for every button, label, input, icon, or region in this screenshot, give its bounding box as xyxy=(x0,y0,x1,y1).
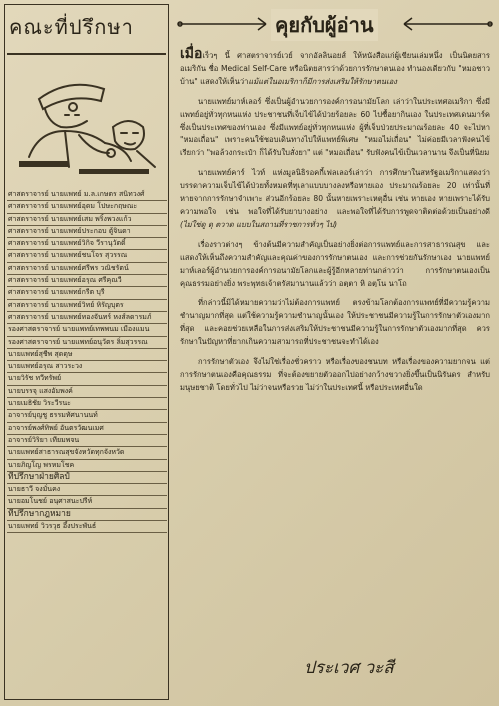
advisor-row: นายวิรัช ทวีทรัพย์ xyxy=(7,373,167,385)
advisor-row: นายธาวี จงมั่นคง xyxy=(7,484,167,496)
advisor-row: ศาสตราจารย์ นายแพทย์วิทย์ หิรัญบุตร xyxy=(7,300,167,312)
advisor-row: นายเมธิชัย วิระวีรนะ xyxy=(7,398,167,410)
advisor-row: นายแพทย์สุชีพ สุดดุษ xyxy=(7,349,167,361)
paragraph-1 xyxy=(180,48,490,89)
advisor-row: ศาสตราจารย์ นายแพทย์อรุณ ศรีคุณวี xyxy=(7,275,167,287)
advisor-row: นายภิญโญ พรหมโชค xyxy=(7,460,167,472)
advisor-row: อาจารย์พงศ์ทิพย์ อันตรวัฒนเมศ xyxy=(7,423,167,435)
advisor-row: ศาสตราจารย์ นายแพทย์ชนโจร สุวรรณ xyxy=(7,250,167,262)
advisor-row: ศาสตราจารย์ นายแพทย์ศรีพร วณิชรัตน์ xyxy=(7,263,167,275)
advisor-row: อาจารย์วิริยา เทียมพจน xyxy=(7,435,167,447)
title-divider xyxy=(7,53,166,55)
advisor-row: ศาสตราจารย์ นายแพทย์วิกิจ วีรานุวัตติ์ xyxy=(7,238,167,250)
advisor-row: รองศาสตราจารย์ นายแพทย์อนุวัตร ลิ่มสุวรรณ xyxy=(7,337,167,349)
paragraph-6: การรักษาตัวเอง จึงไม่ใช่เรื่องชั่วคราว หรือเรื่องของชนบท หรือเรื่องของความยากจน แต่การรักษาตนเองคือคุณธรรม ที่จะต้องขยายตัวออกไปอย่างกว้างขวางยิ่งขึ้นเป็นนิรันดร สำหรับมนุษยชาติ โดยทั่วไป ไม่ว่าจนหรือรวย ไม่ว่าในประเทศนี้ หรือประเทศอื่นใด xyxy=(180,357,490,392)
paragraph-1-text: เร็วๆ นี้ ศาสตราจารย์เวย์ จากอัลลินอยส์ ให้หนังสือแก่ผู้เขียนเล่มหนึ่ง เป็นนิตยสารอเมริกัน ชื่อ Medical Self-Care หรือนิตยสารว่าด้วยการรักษาตนเอง ทำนองเดียวกับ "หมอชาวบ้าน" แสดงให้เห็นว่า xyxy=(180,51,490,86)
paragraph-4: เรื่องราวต่างๆ ข้างต้นมีความสำคัญเป็นอย่างยิ่งต่อการแพทย์และการสาธารณสุข และแสดงให้เห็นถึงความสำคัญและคุณค่าของการรักษาตนเอง และการช่วยกันรักษาเอง นายแพทย์มาห์เลอร์ผู้อำนวยการองค์การอนามัยโลกและผู้รู้อีกหลายท่านกล่าวว่า การรักษาตนเองเป็นคุณธรรมอย่างยิ่ง พระพุทธเจ้าตรัสมานานแล้วว่า อตฺตา หิ อตฺโน นาโถ xyxy=(180,239,490,288)
doctor-illustration xyxy=(9,57,164,183)
advisor-row: นายแพทย์ วิวรวุธ อึ้งประพันธ์ xyxy=(7,521,167,533)
paragraph-3-text: นายแพทย์คาร์ ไวท์ แห่งมูลนิธิรอคกี้เฟลเลอร์เล่าว่า การศึกษาในสหรัฐอเมริกาแสดงว่าบรรดาความเจ็บไข้ได้ป่วยทั้งหมดที่ทุเลาแบบบางลงหรือหายเอง ประมาณร้อยละ 20 เท่านั้นที่หายจากการรักษาจำเพาะ ส่วนอีกร้อยละ 80 นั้นหายเพราะเหตุอื่น เช่น หายเอง หายเพราะได้รับความพอใจ เช่น พอใจที่ได้รับยาบางอย่าง และพอใจที่ได้รับการพูดจาติดต่อด้วยเป็นอย่างดี xyxy=(180,168,490,216)
drop-word: เมื่อ xyxy=(180,46,203,62)
legal-advisor-heading: ที่ปรึกษากฎหมาย xyxy=(7,509,167,521)
article-body xyxy=(180,48,490,402)
advisory-board-title: คณะที่ปรึกษา xyxy=(9,15,134,39)
column-title: คุยกับผู้อ่าน xyxy=(271,9,378,41)
art-advisor-heading: ที่ปรึกษาฝ่ายศิลป์ xyxy=(7,472,167,484)
advisor-row: ศาสตราจารย์ นายแพทย์ ม.ล.เกษตร สนิทวงศ์ xyxy=(7,189,167,201)
paragraph-5: ที่กล่าวนี้มิได้หมายความว่าไม่ต้องการแพทย์ ตรงข้ามโลกต้องการแพทย์ที่มีความรู้ความชำนาญมากที่สุด แต่ใช้ความรู้ความชำนาญนั้นเอง ให้ประชาชนมีความรู้ในการรักษาตัวเองมากที่สุด และคอยช่วยเหลือในการส่งเสริมให้ประชาชนมีความรู้ในการรักษาตัวเองมากที่สุด ควรรักษาในปัญหาที่ยากเกินความสามารถที่ประชาชนจะทำได้เอง xyxy=(180,298,490,347)
advisor-row: ศาสตราจารย์ นายแพทย์ประกอบ ตู้จินดา xyxy=(7,226,167,238)
advisor-row: ศาสตราจารย์ นายแพทย์เสม พริ้งพวงแก้ว xyxy=(7,214,167,226)
paragraph-1-italic: แม้แต่ในอเมริกาก็มีการส่งเสริมให้รักษาตนเอง xyxy=(248,76,397,86)
advisor-row: อาจารย์บุญชู ธรรมทัศนานนท์ xyxy=(7,410,167,422)
editorial-column xyxy=(176,4,494,702)
advisor-row: นายอมโนชย์ อนุศาสนะปรีห์ xyxy=(7,496,167,508)
paragraph-3 xyxy=(180,167,490,232)
paragraph-3-italic: (ไม่ใช่ดู ดุ ตวาด แบบในสถานที่ราชการทั่วๆ ไป) xyxy=(180,219,338,229)
advisor-row: นายแพทย์สาธารณสุขจังหวัดทุกจังหวัด xyxy=(7,447,167,459)
author-signature: ประเวศ วะสี xyxy=(304,658,394,678)
advisory-board-sidebar xyxy=(4,4,169,700)
advisor-row: ศาสตราจารย์ นายแพทย์อุดม โปษะกฤษณะ xyxy=(7,201,167,213)
advisor-row: รองศาสตราจารย์ นายแพทย์เทพพนม เมืองแมน xyxy=(7,324,167,336)
advisor-row: นายแพทย์อรุณ สาวระวง xyxy=(7,361,167,373)
advisor-row: นายบรรจุ แสงอัมพงค์ xyxy=(7,386,167,398)
advisor-list xyxy=(7,189,167,533)
advisor-row: ศาสตราจารย์ นายแพทย์กรีต บุรี xyxy=(7,287,167,299)
advisor-row: ศาสตราจารย์ นายแพทย์ทองจันทร์ หงส์ลดารมภ์ xyxy=(7,312,167,324)
paragraph-2: นายแพทย์มาห์เลอร์ ซึ่งเป็นผู้อำนวยการองค์การอนามัยโลก เล่าว่าในประเทศอเมริกา ซึ่งมีแพทย์อยู่ทั่วทุกหนแห่ง ประชาชนที่เจ็บไข้ได้ป่วยร้อยละ 60 ไปซื้อยากินเอง ในประเทศเดนมาร์คซึ่งเป็นประเทศของท่านเอง ซึ่งมีแพทย์อยู่ทั่วทุกหนแห่ง ผู้ที่เจ็บป่วยประมาณร้อยละ 40 จะไปหา "หมอเถื่อน" เพราะคนใช้ชอบเดินทางไปให้แพทย์พิเศษ "หมอไม่เถื่อน" ไม่ค่อยมีเวลาฟังคนไข้ เรียกว่า "พอล้วงกระเป๋า ก็ได้รับใบสั่งยา" แต่ "หมอเถื่อน" รับฟังคนไข้เป็นเวลานาน จึงเป็นที่นิยม xyxy=(180,96,490,158)
